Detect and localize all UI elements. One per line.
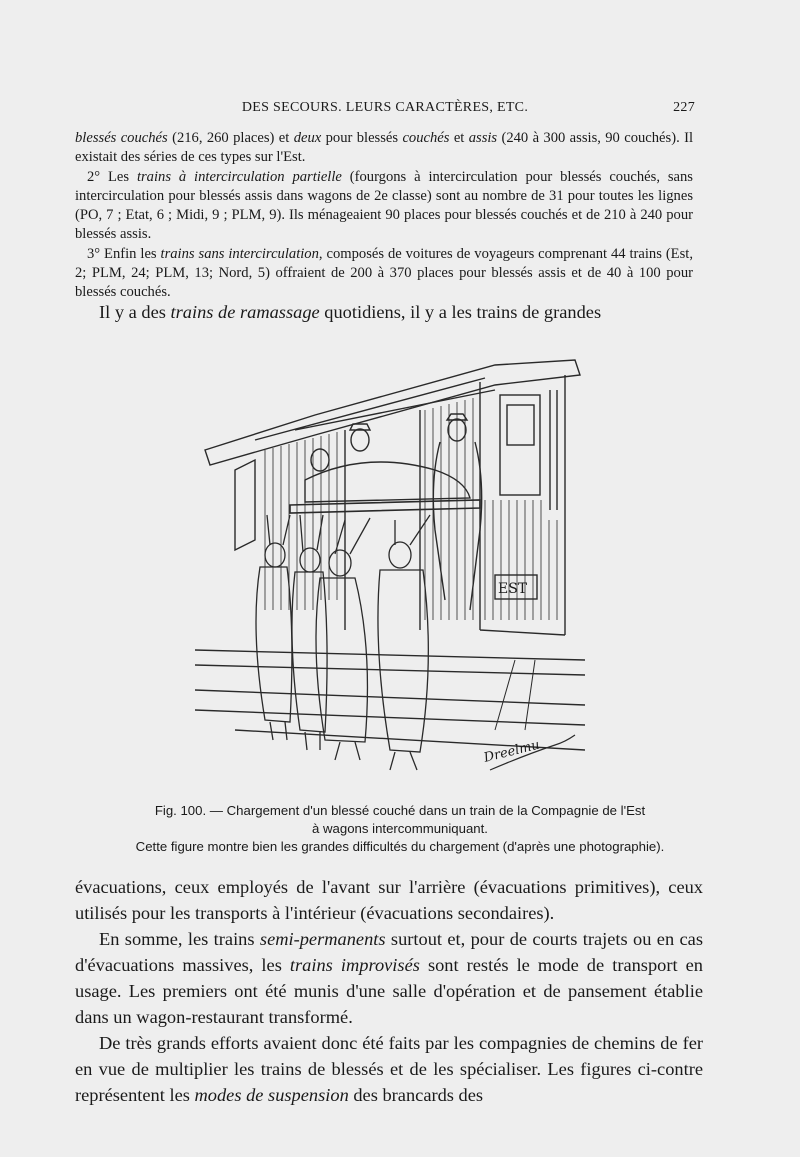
italic-run: deux — [293, 130, 322, 146]
paragraph — [75, 926, 703, 1030]
chapter-title: DES SECOURS. LEURS CARACTÈRES, ETC. — [241, 100, 529, 115]
page-number: 227 — [673, 100, 695, 115]
running-head — [75, 100, 695, 120]
small-print-block — [75, 129, 693, 303]
italic-run: semi-permanents — [259, 929, 386, 949]
paragraph — [75, 874, 703, 926]
caption-line: Cette figure montre bien les grandes difficultés du chargement (d'après une photographie). — [135, 839, 665, 854]
figure-illustration — [195, 330, 585, 800]
text-run: sont restés le mode de transport en usage. Les premiers ont été munis d'une salle d'opération et de pansement établie dans un wagon-restaurant transformé. — [75, 955, 703, 1027]
italic-run: trains de ramassage — [170, 302, 320, 322]
italic-run: trains sans intercirculation — [160, 245, 319, 262]
artist-signature: Dreelmu — [482, 737, 542, 766]
italic-run: trains à intercirculation partielle — [136, 168, 342, 185]
italic-run: couchés — [402, 130, 450, 146]
wagon-label: EST — [498, 581, 528, 597]
text-run: En somme, les trains — [99, 929, 260, 949]
main-text-bottom — [75, 874, 703, 1108]
text-run: 3° Enfin les — [87, 245, 161, 262]
text-run: évacuations, ceux employés de l'avant sur l'arrière (évacuations primitives), ceux utilisés pour les transports à l'intérieur (évacuations secondaires). — [75, 877, 703, 923]
italic-run: blessés couchés — [75, 130, 168, 146]
small-paragraph — [75, 168, 693, 245]
small-paragraph — [75, 129, 693, 168]
caption-line: Fig. 100. — Chargement d'un blessé couché dans un train de la Compagnie de l'Est — [154, 803, 646, 818]
text-run: pour blessés — [321, 130, 403, 146]
paragraph — [75, 299, 703, 325]
text-run: (240 à 300 assis, 90 couchés). Il existait des séries de ces types sur l'Est. — [75, 130, 693, 166]
figure-caption — [95, 802, 705, 856]
italic-run: trains improvisés — [289, 955, 420, 975]
text-run: (fourgons à intercirculation pour blessés couchés, sans intercirculation pour blessés assis dans wagons de 2e classe) sont au nombre de 31 pour toutes les lignes (PO, 7 ; Etat, 6 ; Midi, 9 ; PLM, 9). Ils ménageaient 90 places pour blessés couchés et de 210 à 240 pour blessés assis. — [75, 168, 693, 243]
stretcher-loading-drawing — [195, 330, 585, 800]
text-run: , composés de voitures de voyageurs comprenant 44 trains (Est, 2; PLM, 24; PLM, 13; Nord, 5) offraient de 200 à 370 places pour blessés assis et de 40 à 100 pour blessés couchés. — [75, 245, 693, 301]
text-run: quotidiens, il y a les trains de grandes — [319, 302, 602, 322]
caption-line: à wagons intercommuniquant. — [312, 821, 488, 836]
text-run: des brancards des — [348, 1085, 484, 1105]
text-run: (216, 260 places) et — [167, 130, 294, 146]
text-run: Il y a des — [99, 302, 171, 322]
italic-run: modes de suspension — [194, 1085, 349, 1105]
text-run: De très grands efforts avaient donc été faits par les compagnies de chemins de fer en vue de multiplier les trains de blessés et de les spécialiser. Les figures ci-contre représentent les — [75, 1033, 703, 1105]
small-paragraph — [75, 245, 693, 303]
text-run: et — [449, 130, 469, 146]
paragraph — [75, 1030, 703, 1108]
main-text-top — [75, 299, 703, 325]
italic-run: assis — [468, 130, 498, 146]
text-run: surtout et, pour de courts trajets ou en cas d'évacuations massives, les — [75, 929, 703, 975]
text-run: 2° Les — [87, 168, 137, 185]
